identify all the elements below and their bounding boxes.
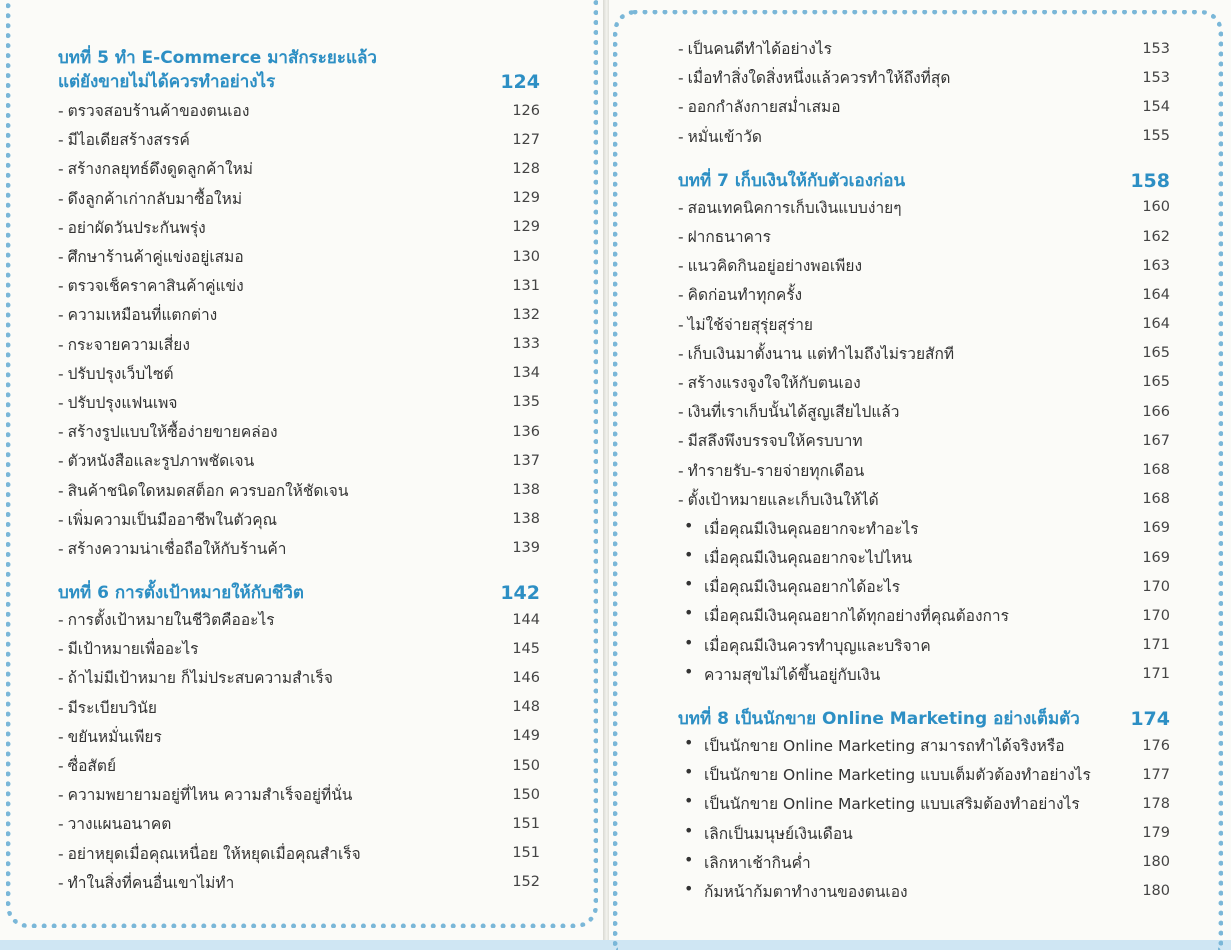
toc-entry-title <box>58 665 333 690</box>
dash-marker: - <box>58 873 64 892</box>
dash-marker: - <box>58 815 64 834</box>
chapter-6-title: บทที่ 6 การตั้งเป้าหมายให้กับชีวิต <box>58 583 304 603</box>
toc-entry-title <box>678 633 931 658</box>
toc-entry-page: 144 <box>512 611 540 628</box>
toc-entry-text: เมื่อคุณมีเงินคุณอยากได้ทุกอย่างที่คุณต้องการ <box>704 607 1009 626</box>
toc-entry-page: 127 <box>512 131 540 148</box>
toc-entry-page: 170 <box>1142 607 1170 624</box>
toc-entry-title <box>58 782 352 807</box>
toc-entry-page: 148 <box>512 699 540 716</box>
chapter-5-page: 124 <box>500 71 540 93</box>
toc-entry[interactable] <box>58 388 540 417</box>
dash-marker: - <box>58 727 64 746</box>
toc-entry-text: เป็นนักขาย Online Marketing แบบเสริมต้องทำอย่างไร <box>704 795 1080 814</box>
chapter-7-bullets <box>678 514 1170 689</box>
dash-marker: - <box>58 102 64 121</box>
toc-entry[interactable] <box>58 446 540 475</box>
toc-entry-text: ความเหมือนที่แตกต่าง <box>67 306 218 325</box>
toc-entry-page: 171 <box>1142 666 1170 683</box>
toc-entry-title <box>58 478 348 503</box>
toc-entry[interactable] <box>58 271 540 300</box>
toc-entry-text: ทำในสิ่งที่คนอื่นเขาไม่ทำ <box>67 873 235 892</box>
toc-entry-page: 131 <box>512 277 540 294</box>
toc-entry-page: 132 <box>512 306 540 323</box>
toc-bullet-entry[interactable] <box>678 514 1170 543</box>
toc-entry-page: 129 <box>512 190 540 207</box>
toc-entry-page: 155 <box>1142 128 1170 145</box>
toc-entry-page: 168 <box>1142 491 1170 508</box>
toc-entry-page: 168 <box>1142 462 1170 479</box>
toc-entry-title <box>58 536 286 561</box>
toc-entry[interactable] <box>58 213 540 242</box>
toc-entry-text: ถ้าไม่มีเป้าหมาย ก็ไม่ประสบความสำเร็จ <box>67 669 333 688</box>
toc-entry-title <box>678 762 1091 787</box>
chapter-8 <box>678 707 1170 906</box>
toc-entry-text: กระจายความเสี่ยง <box>67 335 190 354</box>
dash-marker: - <box>58 481 64 500</box>
dash-marker: - <box>58 189 64 208</box>
chapter-6-entries <box>58 605 540 897</box>
toc-entry-page: 170 <box>1142 578 1170 595</box>
toc-entry-text: สร้างรูปแบบให้ซื้อง่ายขายคล่อง <box>67 423 278 442</box>
toc-entry-title <box>58 127 190 152</box>
dash-marker: - <box>58 452 64 471</box>
toc-entry-title <box>678 850 811 875</box>
toc-entry-text: ตรวจสอบร้านค้าของตนเอง <box>67 102 250 121</box>
chapter-7-entries <box>678 193 1170 514</box>
toc-entry-title <box>58 390 178 415</box>
toc-entry[interactable] <box>58 330 540 359</box>
toc-entry-page: 165 <box>1142 345 1170 362</box>
toc-entry[interactable] <box>678 92 1170 121</box>
chapter-7-page: 158 <box>1130 169 1170 192</box>
dash-marker: - <box>678 461 684 480</box>
dash-marker: - <box>678 98 684 117</box>
dash-marker: - <box>678 40 684 59</box>
toc-entry-text: ตั้งเป้าหมายและเก็บเงินให้ได้ <box>687 490 879 509</box>
toc-entry-page: 150 <box>512 786 540 803</box>
toc-entry-page: 138 <box>512 511 540 528</box>
toc-entry-title <box>678 545 912 570</box>
toc-entry-text: สร้างแรงจูงใจให้กับตนเอง <box>687 373 861 392</box>
toc-entry-title <box>678 224 771 249</box>
toc-entry-text: สร้างกลยุทธ์ดึงดูดลูกค้าใหม่ <box>67 160 254 179</box>
dash-marker: - <box>678 69 684 88</box>
toc-entry-page: 179 <box>1142 825 1170 842</box>
toc-entry[interactable] <box>58 475 540 504</box>
toc-entry-page: 151 <box>512 815 540 832</box>
toc-bullet-entry[interactable] <box>678 660 1170 689</box>
toc-entry-title <box>678 399 900 424</box>
toc-entry-page: 160 <box>1142 199 1170 216</box>
toc-entry[interactable] <box>58 868 540 897</box>
toc-entry-text: อย่าผัดวันประกันพรุ่ง <box>67 218 206 237</box>
dash-marker: - <box>58 611 64 630</box>
toc-entry[interactable] <box>58 534 540 563</box>
chapter-6-continued <box>678 34 1170 151</box>
toc-entry-page: 164 <box>1142 286 1170 303</box>
chapter-5-heading[interactable] <box>58 46 540 94</box>
toc-entry-page: 153 <box>1142 69 1170 86</box>
toc-entry-title <box>678 312 813 337</box>
toc-entry-page: 129 <box>512 219 540 236</box>
dash-marker: - <box>58 277 64 296</box>
chapter-6-continued-entries <box>678 34 1170 151</box>
toc-bullet-entry[interactable] <box>678 819 1170 848</box>
toc-entry[interactable] <box>678 222 1170 251</box>
dash-marker: - <box>678 403 684 422</box>
toc-entry[interactable] <box>58 722 540 751</box>
dash-marker: - <box>678 344 684 363</box>
toc-entry-text: ตัวหนังสือและรูปภาพชัดเจน <box>67 452 255 471</box>
toc-entry-title <box>678 574 900 599</box>
chapter-5 <box>58 46 540 563</box>
toc-entry-text: ปรับปรุงแฟนเพจ <box>67 393 178 412</box>
toc-entry-page: 177 <box>1142 766 1170 783</box>
toc-entry-title <box>58 332 190 357</box>
toc-entry-title <box>678 821 853 846</box>
toc-entry-title <box>678 124 762 149</box>
toc-entry[interactable] <box>678 426 1170 455</box>
toc-entry-text: ความพยายามอยู่ที่ไหน ความสำเร็จอยู่ที่นั่น <box>67 786 353 805</box>
toc-entry[interactable] <box>678 485 1170 514</box>
toc-entry-page: 180 <box>1142 854 1170 871</box>
toc-entry-page: 136 <box>512 423 540 440</box>
toc-entry[interactable] <box>678 280 1170 309</box>
toc-entry-page: 133 <box>512 336 540 353</box>
toc-bullet-entry[interactable] <box>678 601 1170 630</box>
toc-entry-text: มีไอเดียสร้างสรรค์ <box>67 131 190 150</box>
toc-entry-title <box>58 753 116 778</box>
toc-entry-text: ดึงลูกค้าเก่ากลับมาซื้อใหม่ <box>67 189 243 208</box>
dash-marker: - <box>58 844 64 863</box>
toc-bullet-entry[interactable] <box>678 731 1170 760</box>
toc-entry-text: ขยันหมั่นเพียร <box>67 727 162 746</box>
dash-marker: - <box>58 698 64 717</box>
chapter-8-page: 174 <box>1130 707 1170 730</box>
toc-entry[interactable] <box>58 359 540 388</box>
toc-entry[interactable] <box>58 780 540 809</box>
toc-entry-text: เมื่อคุณมีเงินควรทำบุญและบริจาค <box>704 636 931 655</box>
toc-entry-page: 180 <box>1142 883 1170 900</box>
dash-marker: - <box>58 364 64 383</box>
toc-entry-text: แนวคิดกินอยู่อย่างพอเพียง <box>687 257 863 276</box>
toc-entry-text: ความสุขไม่ได้ขึ้นอยู่กับเงิน <box>704 665 881 684</box>
toc-entry[interactable] <box>58 751 540 780</box>
toc-entry[interactable] <box>58 184 540 213</box>
toc-entry-text: เลิกเป็นมนุษย์เงินเดือน <box>704 824 853 843</box>
toc-entry-title <box>58 607 275 632</box>
toc-entry[interactable] <box>678 310 1170 339</box>
dash-marker: - <box>58 218 64 237</box>
toc-entry-title <box>58 448 254 473</box>
toc-entry-text: เก็บเงินมาตั้งนาน แต่ทำไมถึงไม่รวยสักที <box>687 344 955 363</box>
toc-entry-page: 135 <box>512 394 540 411</box>
dash-marker: - <box>58 669 64 688</box>
toc-entry-text: ออกกำลังกายสม่ำเสมอ <box>687 98 841 117</box>
toc-entry-text: ปรับปรุงเว็บไซต์ <box>67 364 174 383</box>
chapter-5-entries <box>58 96 540 563</box>
toc-bullet-entry[interactable] <box>678 543 1170 572</box>
chapter-8-bullets <box>678 731 1170 906</box>
toc-entry-title <box>58 215 206 240</box>
toc-entry-text: เป็นนักขาย Online Marketing แบบเต็มตัวต้องทำอย่างไร <box>704 766 1091 785</box>
toc-entry-title <box>58 302 217 327</box>
dash-marker: - <box>58 393 64 412</box>
dash-marker: - <box>678 228 684 247</box>
toc-entry[interactable] <box>58 839 540 868</box>
dash-marker: - <box>678 286 684 305</box>
toc-entry-text: เลิกหาเช้ากินค่ำ <box>704 853 811 872</box>
dash-marker: - <box>678 490 684 509</box>
toc-entry-title <box>58 811 171 836</box>
toc-entry-page: 145 <box>512 640 540 657</box>
chapter-7-heading[interactable] <box>678 169 1170 193</box>
toc-entry[interactable] <box>58 809 540 838</box>
toc-entry[interactable] <box>678 34 1170 63</box>
dash-marker: - <box>58 510 64 529</box>
toc-entry-title <box>58 186 242 211</box>
toc-entry-page: 137 <box>512 452 540 469</box>
toc-entry-page: 153 <box>1142 40 1170 57</box>
toc-entry[interactable] <box>58 96 540 125</box>
toc-bullet-entry[interactable] <box>678 848 1170 877</box>
toc-entry-title <box>58 636 198 661</box>
toc-entry-text: หมั่นเข้าวัด <box>687 127 762 146</box>
dash-marker: - <box>58 248 64 267</box>
toc-entry-text: คิดก่อนทำทุกครั้ง <box>687 286 803 305</box>
toc-bullet-entry[interactable] <box>678 789 1170 818</box>
toc-entry-title <box>58 870 234 895</box>
toc-entry-text: มีสลึงพึงบรรจบให้ครบบาท <box>687 432 863 451</box>
toc-entry-title <box>678 282 802 307</box>
toc-entry-title <box>58 273 244 298</box>
toc-entry[interactable] <box>678 339 1170 368</box>
toc-entry-text: สินค้าชนิดใดหมดสต็อก ควรบอกให้ชัดเจน <box>67 481 349 500</box>
toc-entry[interactable] <box>58 634 540 663</box>
chapter-6-heading[interactable] <box>58 581 540 605</box>
toc-entry-title <box>678 195 902 220</box>
dash-marker: - <box>58 160 64 179</box>
toc-entry[interactable] <box>58 417 540 446</box>
toc-entry-text: เมื่อทำสิ่งใดสิ่งหนึ่งแล้วควรทำให้ถึงที่สุด <box>687 69 951 88</box>
toc-entry[interactable] <box>678 63 1170 92</box>
toc-entry-page: 154 <box>1142 98 1170 115</box>
toc-entry-page: 150 <box>512 757 540 774</box>
chapter-5-title: บทที่ 5 ทำ E-Commerce มาสักระยะแล้ว แต่ยังขายไม่ได้ควรทำอย่างไร <box>58 48 377 92</box>
toc-entry-title <box>58 724 162 749</box>
chapter-7-title: บทที่ 7 เก็บเงินให้กับตัวเองก่อน <box>678 170 906 191</box>
toc-entry-page: 139 <box>512 540 540 557</box>
toc-entry-page: 167 <box>1142 432 1170 449</box>
dash-marker: - <box>58 335 64 354</box>
dash-marker: - <box>58 786 64 805</box>
toc-entry-title <box>678 603 1009 628</box>
toc-entry-title <box>678 879 908 904</box>
toc-entry-title <box>678 733 1065 758</box>
toc-entry-page: 151 <box>512 845 540 862</box>
toc-entry-text: ก้มหน้าก้มตาทำงานของตนเอง <box>704 882 908 901</box>
chapter-6-page: 142 <box>500 582 540 604</box>
toc-entry-page: 171 <box>1142 637 1170 654</box>
toc-entry-page: 169 <box>1142 520 1170 537</box>
left-toc <box>58 46 540 915</box>
toc-bullet-entry[interactable] <box>678 760 1170 789</box>
toc-entry-title <box>58 419 278 444</box>
toc-entry-title <box>678 516 919 541</box>
toc-entry-title <box>678 370 861 395</box>
toc-entry-text: ไม่ใช้จ่ายสุรุ่ยสุร่าย <box>687 315 814 334</box>
toc-entry-text: การตั้งเป้าหมายในชีวิตคืออะไร <box>67 611 275 630</box>
toc-entry-text: ศึกษาร้านค้าคู่แข่งอยู่เสมอ <box>67 248 244 267</box>
toc-entry-text: เมื่อคุณมีเงินคุณอยากได้อะไร <box>704 578 901 597</box>
right-page <box>609 0 1231 940</box>
toc-entry-page: 163 <box>1142 257 1170 274</box>
toc-entry[interactable] <box>678 251 1170 280</box>
toc-entry-title <box>678 253 862 278</box>
toc-entry-text: เมื่อคุณมีเงินคุณอยากจะไปไหน <box>704 549 913 568</box>
dash-marker: - <box>58 423 64 442</box>
toc-entry-title <box>678 487 879 512</box>
chapter-8-heading[interactable] <box>678 707 1170 731</box>
toc-entry-title <box>58 841 361 866</box>
toc-entry-page: 164 <box>1142 316 1170 333</box>
toc-entry-page: 165 <box>1142 374 1170 391</box>
toc-entry-title <box>678 662 880 687</box>
toc-entry[interactable] <box>678 193 1170 222</box>
toc-bullet-entry[interactable] <box>678 572 1170 601</box>
dash-marker: - <box>58 757 64 776</box>
toc-entry-page: 149 <box>512 728 540 745</box>
toc-entry-text: มีระเบียบวินัย <box>67 698 157 717</box>
dash-marker: - <box>678 373 684 392</box>
toc-entry-title <box>58 507 277 532</box>
toc-entry-text: ฝากธนาคาร <box>687 228 771 247</box>
chapter-8-title: บทที่ 8 เป็นนักขาย Online Marketing อย่างเต็มตัว <box>678 708 1080 729</box>
toc-entry-title <box>678 458 864 483</box>
toc-entry-page: 176 <box>1142 737 1170 754</box>
toc-entry-page: 178 <box>1142 795 1170 812</box>
dash-marker: - <box>678 198 684 217</box>
toc-entry-title <box>678 94 841 119</box>
toc-entry[interactable] <box>58 663 540 692</box>
toc-entry-page: 126 <box>512 102 540 119</box>
toc-entry-title <box>58 156 253 181</box>
toc-entry-title <box>678 428 863 453</box>
toc-entry-text: ซื่อสัตย์ <box>67 757 117 776</box>
toc-entry-page: 138 <box>512 482 540 499</box>
toc-bullet-entry[interactable] <box>678 877 1170 906</box>
toc-entry-title <box>678 791 1080 816</box>
toc-entry-text: เมื่อคุณมีเงินคุณอยากจะทำอะไร <box>704 519 919 538</box>
dash-marker: - <box>678 257 684 276</box>
chapter-7 <box>678 169 1170 689</box>
toc-entry[interactable] <box>58 125 540 154</box>
dash-marker: - <box>58 306 64 325</box>
toc-entry-text: มีเป้าหมายเพื่ออะไร <box>67 640 199 659</box>
toc-entry-page: 162 <box>1142 228 1170 245</box>
toc-entry-page: 146 <box>512 669 540 686</box>
toc-entry[interactable] <box>58 693 540 722</box>
toc-entry-page: 130 <box>512 248 540 265</box>
toc-bullet-entry[interactable] <box>678 631 1170 660</box>
toc-entry[interactable] <box>678 368 1170 397</box>
dash-marker: - <box>58 640 64 659</box>
left-page <box>0 0 606 940</box>
toc-entry-text: เป็นนักขาย Online Marketing สามารถทำได้จริงหรือ <box>704 737 1065 756</box>
toc-entry-title <box>678 36 832 61</box>
toc-entry-text: ทำรายรับ-รายจ่ายทุกเดือน <box>687 461 865 480</box>
toc-entry[interactable] <box>58 605 540 634</box>
toc-entry[interactable] <box>58 242 540 271</box>
toc-entry-text: สร้างความน่าเชื่อถือให้กับร้านค้า <box>67 539 287 558</box>
dash-marker: - <box>678 432 684 451</box>
toc-entry-page: 152 <box>512 874 540 891</box>
toc-entry-title <box>58 361 174 386</box>
toc-entry-text: วางแผนอนาคต <box>67 815 172 834</box>
dash-marker: - <box>58 131 64 150</box>
toc-entry[interactable] <box>58 154 540 183</box>
toc-entry-text: สอนเทคนิคการเก็บเงินแบบง่ายๆ <box>687 198 902 217</box>
toc-entry-title <box>678 341 954 366</box>
toc-entry-text: เงินที่เราเก็บนั้นได้สูญเสียไปแล้ว <box>687 403 900 422</box>
toc-entry[interactable] <box>678 122 1170 151</box>
toc-entry-title <box>678 65 950 90</box>
right-toc <box>678 34 1170 924</box>
toc-entry-text: เพิ่มความเป็นมืออาชีพในตัวคุณ <box>67 510 278 529</box>
toc-entry-page: 134 <box>512 365 540 382</box>
toc-entry-title <box>58 244 244 269</box>
toc-entry-text: ตรวจเช็คราคาสินค้าคู่แข่ง <box>67 277 244 296</box>
toc-entry-text: อย่าหยุดเมื่อคุณเหนื่อย ให้หยุดเมื่อคุณสำเร็จ <box>67 844 361 863</box>
toc-entry[interactable] <box>58 505 540 534</box>
dash-marker: - <box>678 315 684 334</box>
toc-entry[interactable] <box>58 300 540 329</box>
toc-entry-page: 169 <box>1142 549 1170 566</box>
dash-marker: - <box>58 539 64 558</box>
toc-entry[interactable] <box>678 397 1170 426</box>
toc-entry-title <box>58 98 249 123</box>
toc-entry-title <box>58 695 157 720</box>
toc-entry-page: 128 <box>512 160 540 177</box>
chapter-6 <box>58 581 540 897</box>
toc-entry-page: 166 <box>1142 403 1170 420</box>
toc-entry[interactable] <box>678 455 1170 484</box>
toc-entry-text: เป็นคนดีทำได้อย่างไร <box>687 40 832 59</box>
dash-marker: - <box>678 127 684 146</box>
